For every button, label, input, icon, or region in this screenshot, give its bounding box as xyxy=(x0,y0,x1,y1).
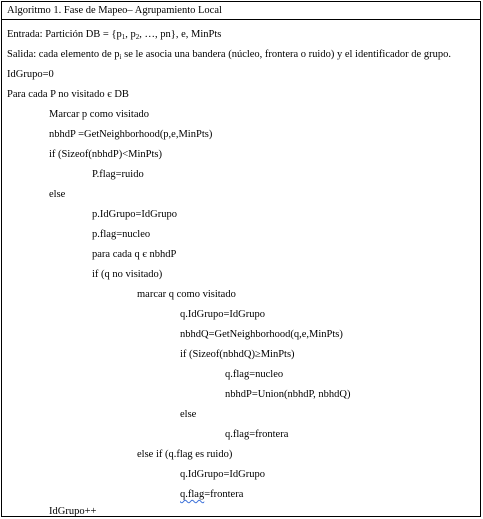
code-line: q.IdGrupo=IdGrupo xyxy=(180,469,265,480)
input-line xyxy=(7,28,221,41)
output-sub: i xyxy=(119,53,122,61)
algorithm-title: Algoritmo 1. Fase de Mapeo– Agrupamiento Local xyxy=(2,2,480,20)
code-line: P.flag=ruido xyxy=(92,169,144,180)
input-sep: , p xyxy=(125,29,136,40)
code-line: marcar q como visitado xyxy=(137,289,236,300)
code-line: q.IdGrupo=IdGrupo xyxy=(180,309,265,320)
algorithm-box xyxy=(1,1,481,517)
code-line: nbhdQ=GetNeighborhood(q,e,MinPts) xyxy=(180,329,343,340)
code-line: p.IdGrupo=IdGrupo xyxy=(92,209,177,220)
code-line xyxy=(180,488,243,501)
code-line: nbhdP=Union(nbhdP, nbhdQ) xyxy=(225,389,351,400)
input-sub-2: 2 xyxy=(135,33,140,41)
input-suffix: , …, pn}, e, MinPts xyxy=(139,29,222,40)
code-line: q.flag=nucleo xyxy=(225,369,284,380)
input-sub-1: 1 xyxy=(121,33,126,41)
code-line: q.flag=frontera xyxy=(225,429,289,440)
spellcheck-word: q.flag xyxy=(180,489,205,500)
code-line: Marcar p como visitado xyxy=(49,109,150,120)
code-line: IdGrupo++ xyxy=(49,506,97,517)
code-line: nbhdP =GetNeighborhood(p,e,MinPts) xyxy=(49,129,213,140)
code-text: =frontera xyxy=(204,489,244,500)
code-line: if (Sizeof(nbhdP)<MinPts) xyxy=(49,149,162,160)
code-line: IdGrupo=0 xyxy=(7,69,54,80)
code-line: if (q no visitado) xyxy=(92,269,163,280)
code-line: else xyxy=(49,189,66,200)
code-line: para cada q є nbhdP xyxy=(92,249,177,260)
input-text: Entrada: Partición DB = {p xyxy=(7,29,122,40)
code-line: Para cada P no visitado є DB xyxy=(7,89,129,100)
output-line xyxy=(7,48,451,61)
code-line: else xyxy=(180,409,197,420)
code-line: if (Sizeof(nbhdQ)≥MinPts) xyxy=(180,349,295,360)
output-suffix: se le asocia una bandera (núcleo, frontera o ruido) y el identificador de grupo. xyxy=(121,49,451,60)
code-line: else if (q.flag es ruido) xyxy=(137,449,233,460)
code-line: p.flag=nucleo xyxy=(92,229,151,240)
output-text: Salida: cada elemento de p xyxy=(7,49,120,60)
